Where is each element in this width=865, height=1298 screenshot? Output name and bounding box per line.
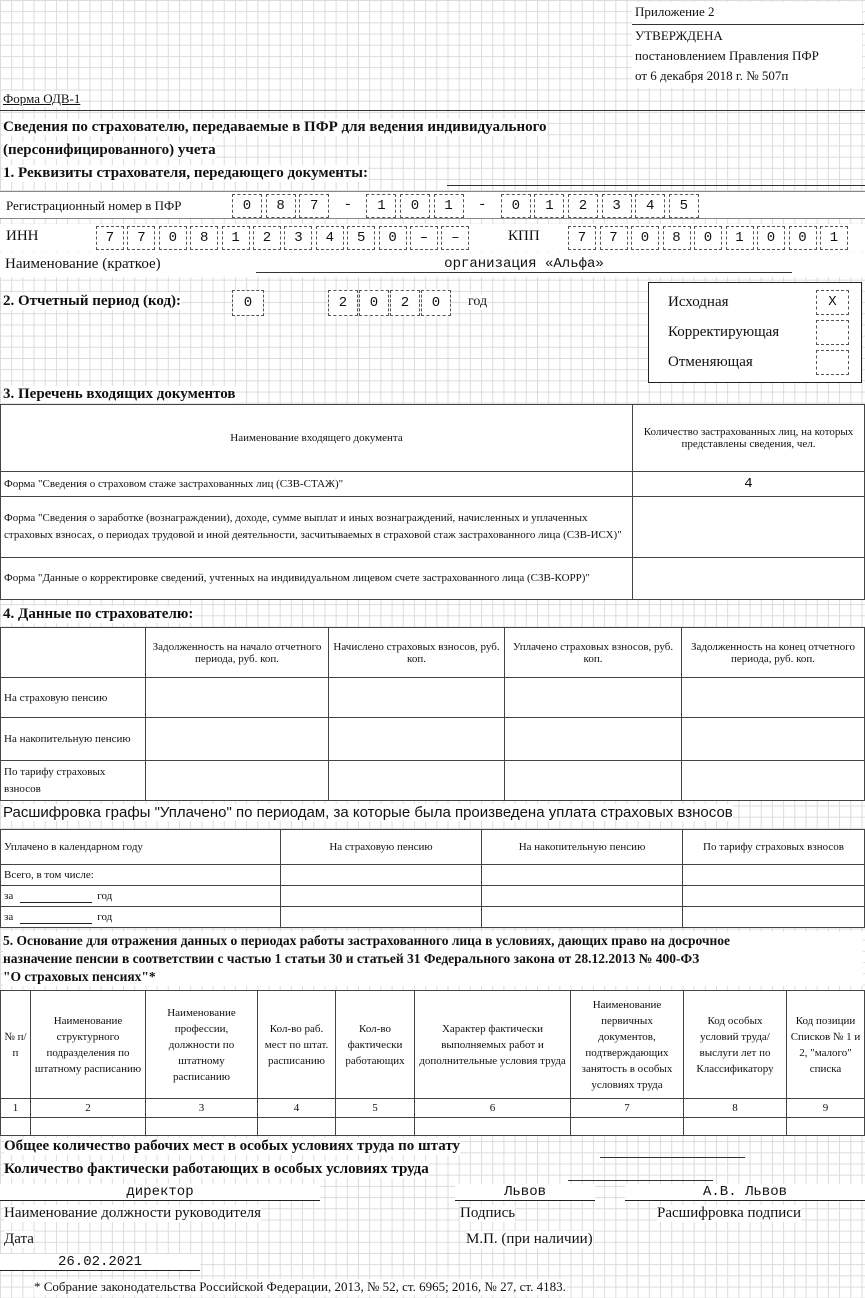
value-cell[interactable] [505, 718, 682, 761]
type-original-mark[interactable]: X [816, 290, 849, 315]
col-number: 7 [571, 1099, 684, 1118]
col-work-nature: Характер фактически выполняемых работ и дополнительные условия труда [415, 991, 571, 1099]
kpp-digit[interactable]: 0 [631, 226, 659, 250]
table-cell[interactable] [146, 1118, 258, 1136]
value-cell[interactable] [329, 718, 505, 761]
insurer-data-table [0, 627, 865, 801]
col-profession: Наименование профессии, должности по штатному расписанию [146, 991, 258, 1099]
reg-number-digit[interactable]: 1 [366, 194, 396, 218]
bd-za: за [4, 889, 14, 902]
row-label: На накопительную пенсию [1, 718, 146, 761]
doc-row-name: Форма "Данные о корректировке сведений, учтенных на индивидуальном лицевом счете застрахованного лица (СЗВ-КОРР)" [1, 558, 633, 600]
kpp-digit[interactable]: 7 [568, 226, 596, 250]
value-cell[interactable] [329, 678, 505, 718]
col-list-code: Код позиции Списков № 1 и 2, "малого" списка [787, 991, 865, 1099]
value-cell[interactable] [329, 761, 505, 801]
title-line-1: Сведения по страхователю, передаваемые в ПФР для ведения индивидуального [3, 119, 547, 135]
year-digit[interactable]: 0 [421, 290, 451, 316]
reg-number-digit[interactable]: 3 [602, 194, 632, 218]
bd-god: год [97, 889, 113, 902]
reg-number-separator: - [343, 197, 352, 213]
date-value[interactable]: 26.02.2021 [0, 1254, 200, 1271]
col-paid: Уплачено страховых взносов, руб. коп. [505, 628, 682, 678]
year-digit[interactable]: 2 [328, 290, 358, 316]
table-cell[interactable] [684, 1118, 787, 1136]
bd-col-tariff: По тарифу страховых взносов [683, 830, 865, 865]
special-conditions-table [0, 990, 865, 1136]
type-corrective-label: Корректирующая [668, 324, 780, 340]
bd-col-funded: На накопительную пенсию [482, 830, 683, 865]
inn-digit[interactable]: 3 [284, 226, 312, 250]
type-original-label: Исходная [668, 294, 729, 310]
col-accrued: Начислено страховых взносов, руб. коп. [329, 628, 505, 678]
decree-line-2: от 6 декабря 2018 г. № 507п [635, 68, 789, 83]
doc-row-name: Форма "Сведения о заработке (вознаграждении), доходе, сумме выплат и иных вознаграждений, начисленных и уплаченных страховых взносах, о периодах трудовой и иной деятельности, засчитываемых в страховой стаж застрахованного лица (СЗВ-ИСХ)" [1, 497, 633, 558]
section1-heading: 1. Реквизиты страхователя, передающего документы: [3, 165, 368, 181]
value-cell[interactable] [281, 886, 482, 907]
doc-row-count[interactable] [633, 497, 865, 558]
type-cancel-mark[interactable] [816, 350, 849, 375]
reg-number-digit[interactable]: 5 [669, 194, 699, 218]
reg-number-digit[interactable]: 1 [434, 194, 464, 218]
year-label: год [468, 294, 488, 309]
reg-number-digit[interactable]: 0 [232, 194, 262, 218]
kpp-digit[interactable]: 0 [757, 226, 785, 250]
value-cell[interactable] [683, 886, 865, 907]
inn-digit[interactable]: 2 [253, 226, 281, 250]
reg-number-digit[interactable]: 4 [635, 194, 665, 218]
row-label: По тарифу страховых взносов [1, 761, 146, 801]
value-cell[interactable] [505, 761, 682, 801]
col-number: 3 [146, 1099, 258, 1118]
inn-digit[interactable]: 4 [316, 226, 344, 250]
value-cell[interactable] [683, 865, 865, 886]
row-label: На страховую пенсию [1, 678, 146, 718]
section3-heading: 3. Перечень входящих документов [3, 386, 236, 402]
inn-digit[interactable]: 8 [190, 226, 218, 250]
kpp-digit[interactable]: 7 [600, 226, 628, 250]
type-corrective-mark[interactable] [816, 320, 849, 345]
bd-col-year: Уплачено в календарном году [1, 830, 281, 865]
kpp-digit[interactable]: 1 [820, 226, 848, 250]
kpp-digit[interactable]: 1 [726, 226, 754, 250]
table-cell[interactable] [31, 1118, 146, 1136]
document-type-box [648, 282, 862, 383]
doc-row-count[interactable] [633, 558, 865, 600]
table-cell[interactable] [787, 1118, 865, 1136]
col-debt-end: Задолженность на конец отчетного периода, руб. коп. [682, 628, 865, 678]
value-cell[interactable] [683, 907, 865, 928]
col-number: 4 [258, 1099, 336, 1118]
year-digit[interactable]: 2 [390, 290, 420, 316]
kpp-digit[interactable]: 0 [789, 226, 817, 250]
approved-label: УТВЕРЖДЕНА [635, 28, 723, 43]
section5-heading [3, 932, 863, 986]
actual-workers-label: Количество фактически работающих в особых условиях труда [4, 1161, 429, 1177]
table-cell[interactable] [571, 1118, 684, 1136]
inn-digit[interactable]: 0 [159, 226, 187, 250]
value-cell[interactable] [682, 718, 865, 761]
inn-digit[interactable]: 0 [379, 226, 407, 250]
col-department: Наименование структурного подразделения по штатному расписанию [31, 991, 146, 1099]
reg-number-digit[interactable]: 0 [400, 194, 430, 218]
section5-heading-line-3: "О страховых пенсиях"* [3, 969, 156, 984]
inn-digit[interactable]: 5 [347, 226, 375, 250]
doc-row-name: Форма "Сведения о страховом стаже застрахованных лиц (СЗВ-СТАЖ)" [1, 472, 633, 497]
form-name: Форма ОДВ-1 [3, 91, 81, 106]
inn-digit[interactable]: 7 [127, 226, 155, 250]
col-workers: Кол-во фактически работающих [336, 991, 415, 1099]
type-cancel-label: Отменяющая [668, 354, 753, 370]
value-cell[interactable] [682, 761, 865, 801]
decoding-value[interactable]: А.В. Львов [625, 1184, 865, 1201]
bd-col-insurance: На страховую пенсию [281, 830, 482, 865]
table-cell[interactable] [258, 1118, 336, 1136]
value-cell[interactable] [505, 678, 682, 718]
decoding-label: Расшифровка подписи [657, 1205, 801, 1221]
reg-number-label: Регистрационный номер в ПФР [6, 198, 182, 213]
col-number: 5 [336, 1099, 415, 1118]
value-cell[interactable] [482, 907, 683, 928]
appendix-label: Приложение 2 [635, 4, 715, 19]
period-code-cell[interactable]: 0 [232, 290, 264, 316]
col-num: № п/п [1, 991, 31, 1099]
reg-number-digit[interactable]: 7 [299, 194, 329, 218]
col-number: 9 [787, 1099, 865, 1118]
year-digit[interactable]: 0 [359, 290, 389, 316]
value-cell[interactable] [281, 865, 482, 886]
value-cell[interactable] [146, 718, 329, 761]
name-label: Наименование (краткое) [5, 256, 161, 272]
position-value[interactable]: директор [0, 1184, 320, 1201]
reg-number-digit[interactable]: 0 [501, 194, 531, 218]
doc-row-count[interactable]: 4 [633, 472, 865, 497]
bd-god: год [97, 910, 113, 923]
value-cell[interactable] [146, 761, 329, 801]
col-count: Количество застрахованных лиц, на которых представлены сведения, чел. [633, 405, 865, 472]
inn-digit[interactable]: – [410, 226, 438, 250]
reg-number-digit[interactable]: 1 [534, 194, 564, 218]
col-number: 6 [415, 1099, 571, 1118]
inn-digit[interactable]: 1 [222, 226, 250, 250]
inn-digit[interactable]: 7 [96, 226, 124, 250]
col-doc-name: Наименование входящего документа [1, 405, 633, 472]
name-value[interactable]: организация «Альфа» [256, 256, 792, 273]
incoming-documents-table [0, 404, 865, 600]
section4-heading: 4. Данные по страхователю: [3, 606, 194, 622]
bd-year-blank[interactable] [20, 911, 92, 924]
breakdown-title: Расшифровка графы "Уплачено" по периодам, за которые была произведена уплата страховых взносов [3, 804, 733, 821]
section5-heading-line-2: назначение пенсии в соответствии с частью 1 статьи 30 и статьей 31 Федерального закона от 28.12.2013 № 400-ФЗ [3, 951, 700, 966]
table-cell[interactable] [415, 1118, 571, 1136]
bd-year-blank[interactable] [20, 890, 92, 903]
footnote: * Собрание законодательства Российской Федерации, 2013, № 52, ст. 6965; 2016, № 27, ст. 4183. [34, 1279, 566, 1294]
mp-label: М.П. (при наличии) [466, 1231, 593, 1247]
inn-digit[interactable]: – [441, 226, 469, 250]
approval-block [632, 2, 862, 88]
date-label: Дата [4, 1231, 34, 1247]
kpp-digit[interactable]: 8 [663, 226, 691, 250]
reg-number-separator: - [477, 197, 487, 213]
signature-label: Подпись [460, 1205, 516, 1221]
value-cell[interactable] [281, 907, 482, 928]
reg-number-digit[interactable]: 2 [568, 194, 598, 218]
value-cell[interactable] [146, 678, 329, 718]
section2-heading: 2. Отчетный период (код): [3, 293, 182, 309]
inn-label: ИНН [6, 228, 39, 244]
bd-za: за [4, 910, 14, 923]
bd-total-label: Всего, в том числе: [1, 865, 281, 886]
reg-number-digit[interactable]: 8 [266, 194, 296, 218]
col-condition-code: Код особых условий труда/ выслуги лет по Классификатору [684, 991, 787, 1099]
col-debt-start: Задолженность на начало отчетного периода, руб. коп. [146, 628, 329, 678]
col-number: 2 [31, 1099, 146, 1118]
signature-value[interactable]: Львов [455, 1184, 595, 1201]
col-places: Кол-во раб. мест по штат. расписанию [258, 991, 336, 1099]
decree-line-1: постановлением Правления ПФР [635, 48, 819, 63]
value-cell[interactable] [682, 678, 865, 718]
kpp-label: КПП [508, 228, 540, 244]
table-cell[interactable] [1, 1118, 31, 1136]
value-cell[interactable] [482, 886, 683, 907]
col-number: 1 [1, 1099, 31, 1118]
kpp-digit[interactable]: 0 [694, 226, 722, 250]
title-line-2: (персонифицированного) учета [3, 142, 216, 158]
col-primary-docs: Наименование первичных документов, подтверждающих занятость в особых условиях труда [571, 991, 684, 1099]
breakdown-table [0, 829, 865, 928]
position-label: Наименование должности руководителя [4, 1205, 262, 1221]
total-places-label: Общее количество рабочих мест в особых условиях труда по штату [4, 1138, 461, 1154]
section5-heading-line-1: 5. Основание для отражения данных о периодах работы застрахованного лица в условиях, дающих право на досрочное [3, 933, 731, 948]
value-cell[interactable] [482, 865, 683, 886]
table-cell[interactable] [336, 1118, 415, 1136]
col-number: 8 [684, 1099, 787, 1118]
